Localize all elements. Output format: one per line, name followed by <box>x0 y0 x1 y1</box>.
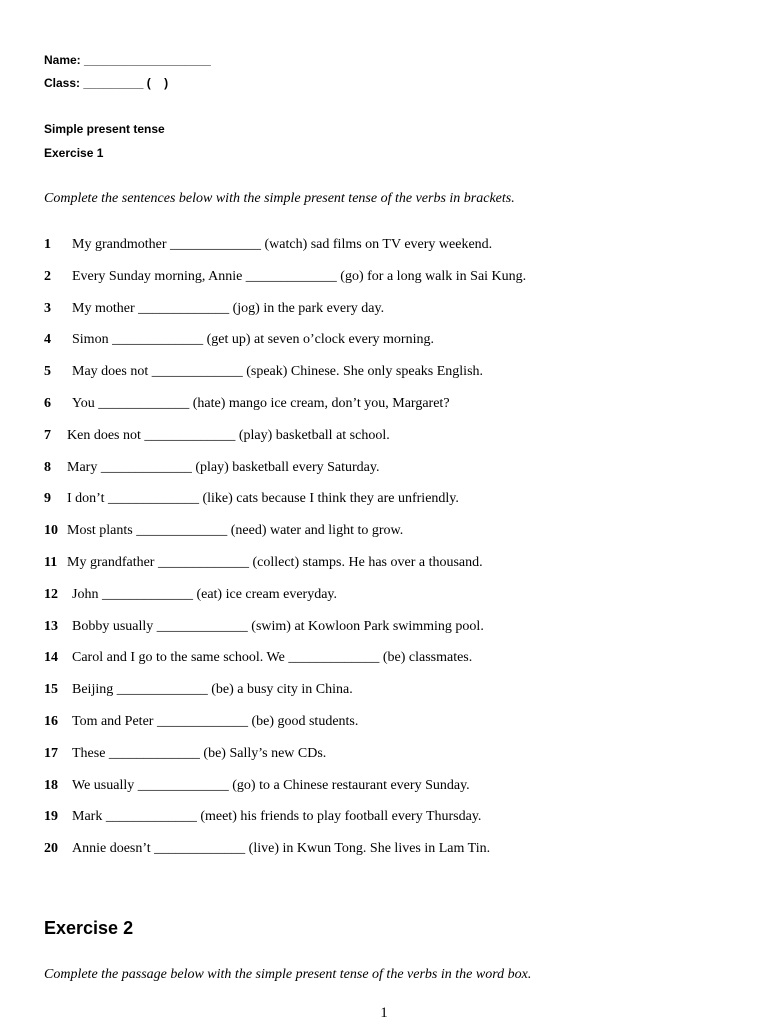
list-item <box>0 745 768 763</box>
exercise1-instruction: Complete the sentences below with the simple present tense of the verbs in brackets. <box>44 191 515 206</box>
item-sentence: My mother _____________ (jog) in the park every day. <box>72 301 385 316</box>
item-number: 17 <box>44 746 58 761</box>
item-number: 9 <box>44 491 51 506</box>
item-number: 3 <box>44 301 51 316</box>
item-number: 16 <box>44 714 58 729</box>
list-item <box>0 363 768 381</box>
item-sentence: Simon _____________ (get up) at seven o’clock every morning. <box>72 332 434 347</box>
list-item <box>0 618 768 636</box>
item-number: 12 <box>44 587 58 602</box>
item-sentence: You _____________ (hate) mango ice cream, don’t you, Margaret? <box>72 396 450 411</box>
list-item <box>0 459 768 477</box>
item-number: 5 <box>44 364 51 379</box>
name-line: Name: ___________________ <box>44 53 211 67</box>
item-number: 14 <box>44 650 58 665</box>
item-number: 13 <box>44 619 58 634</box>
exercise1-title: Exercise 1 <box>44 146 104 160</box>
item-sentence: We usually _____________ (go) to a Chinese restaurant every Sunday. <box>72 778 470 793</box>
item-number: 2 <box>44 269 51 284</box>
item-sentence: Tom and Peter _____________ (be) good students. <box>72 714 359 729</box>
list-item <box>0 490 768 508</box>
list-item <box>0 840 768 858</box>
exercise2-instruction: Complete the passage below with the simple present tense of the verbs in the word box. <box>44 967 532 982</box>
list-item <box>0 268 768 286</box>
item-sentence: Most plants _____________ (need) water and light to grow. <box>67 523 404 538</box>
list-item <box>0 713 768 731</box>
list-item <box>0 522 768 540</box>
list-item <box>0 331 768 349</box>
item-number: 11 <box>44 555 58 570</box>
item-number: 4 <box>44 332 51 347</box>
item-number: 18 <box>44 778 58 793</box>
item-sentence: Every Sunday morning, Annie _____________ (go) for a long walk in Sai Kung. <box>72 269 527 284</box>
list-item <box>0 777 768 795</box>
item-sentence: Beijing _____________ (be) a busy city in China. <box>72 682 353 697</box>
item-sentence: John _____________ (eat) ice cream everyday. <box>72 587 337 602</box>
item-sentence: Mark _____________ (meet) his friends to play football every Thursday. <box>72 809 482 824</box>
item-number: 1 <box>44 237 51 252</box>
list-item <box>0 300 768 318</box>
item-number: 19 <box>44 809 58 824</box>
item-sentence: Bobby usually _____________ (swim) at Kowloon Park swimming pool. <box>72 619 484 634</box>
page-number: 1 <box>380 1005 388 1021</box>
list-item <box>0 681 768 699</box>
item-number: 10 <box>44 523 58 538</box>
item-sentence: My grandmother _____________ (watch) sad films on TV every weekend. <box>72 237 493 252</box>
item-number: 7 <box>44 428 51 443</box>
item-number: 8 <box>44 460 51 475</box>
item-sentence: These _____________ (be) Sally’s new CDs. <box>72 746 327 761</box>
class-line: Class: _________ ( ) <box>44 76 169 90</box>
item-number: 15 <box>44 682 58 697</box>
exercise2-title: Exercise 2 <box>44 918 134 938</box>
item-sentence: Mary _____________ (play) basketball every Saturday. <box>67 460 380 475</box>
item-sentence: Annie doesn’t _____________ (live) in Kwun Tong. She lives in Lam Tin. <box>72 841 491 856</box>
item-sentence: Ken does not _____________ (play) basketball at school. <box>67 428 390 443</box>
item-sentence: My grandfather _____________ (collect) stamps. He has over a thousand. <box>67 555 483 570</box>
list-item <box>0 554 768 572</box>
list-item <box>0 649 768 667</box>
list-item <box>0 427 768 445</box>
list-item <box>0 808 768 826</box>
list-item <box>0 586 768 604</box>
item-number: 20 <box>44 841 58 856</box>
item-number: 6 <box>44 396 51 411</box>
item-sentence: Carol and I go to the same school. We _____________ (be) classmates. <box>72 650 473 665</box>
item-sentence: May does not _____________ (speak) Chinese. She only speaks English. <box>72 364 484 379</box>
list-item <box>0 236 768 254</box>
topic-title: Simple present tense <box>44 122 165 136</box>
list-item <box>0 395 768 413</box>
item-sentence: I don’t _____________ (like) cats because I think they are unfriendly. <box>67 491 459 506</box>
